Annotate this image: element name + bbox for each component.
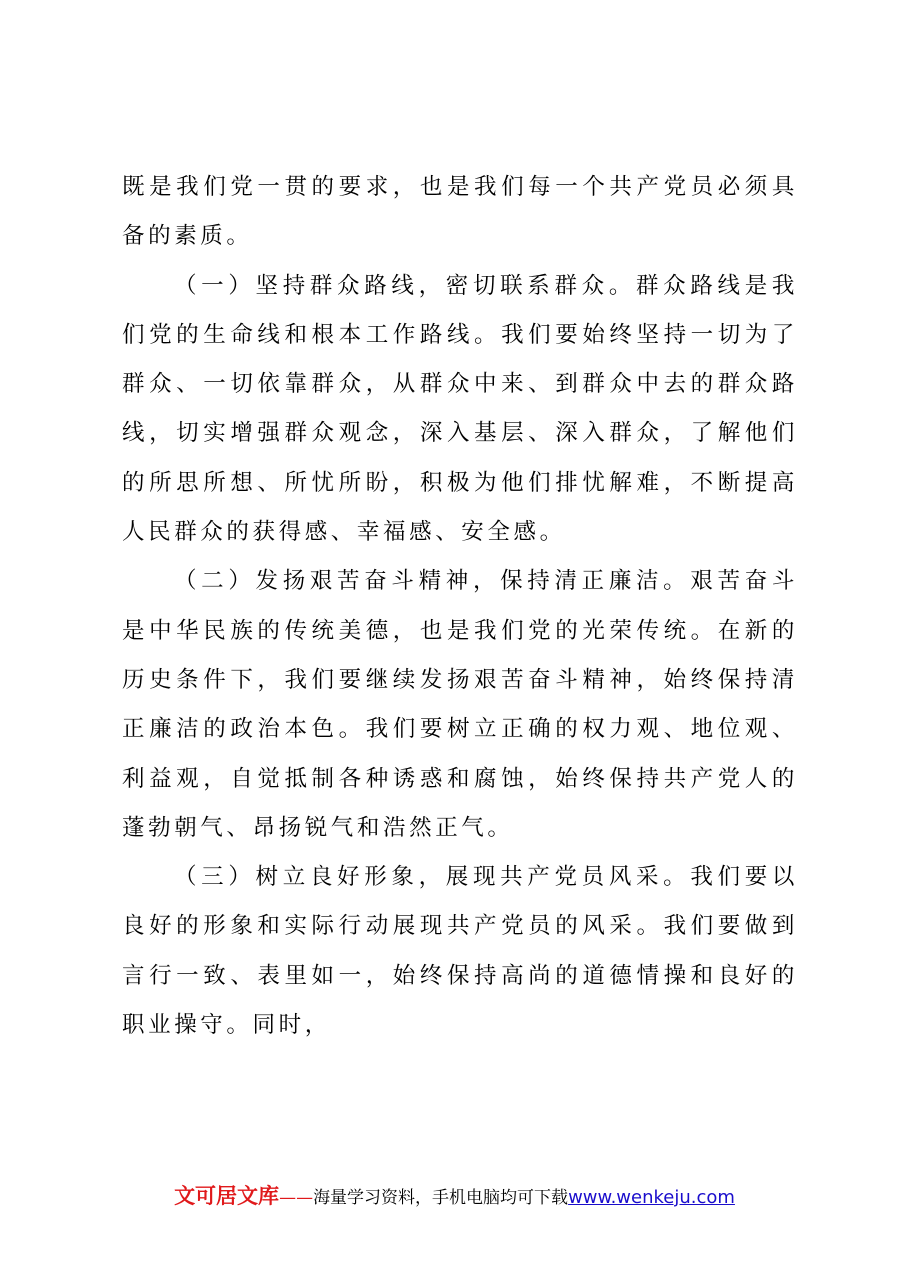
footer-link[interactable]: www.wenkeju.com bbox=[568, 1187, 735, 1208]
paragraph-continuation: 既是我们党一贯的要求，也是我们每一个共产党员必须具备的素质。 bbox=[122, 174, 798, 250]
document-body bbox=[122, 163, 798, 1050]
footer-brand: 文可居文库 bbox=[174, 1184, 280, 1208]
paragraph-section-2: （二）发扬艰苦奋斗精神，保持清正廉洁。艰苦奋斗是中华民族的传统美德，也是我们党的光荣传统。在新的历史条件下，我们要继续发扬艰苦奋斗精神，始终保持清正廉洁的政治本色。我们要树立正确的权力观、地位观、利益观，自觉抵制各种诱惑和腐蚀，始终保持共产党人的蓬勃朝气、昂扬锐气和浩然正气。 bbox=[122, 568, 798, 841]
paragraph-section-3: （三）树立良好形象，展现共产党员风采。我们要以良好的形象和实际行动展现共产党员的风采。我们要做到言行一致、表里如一，始终保持高尚的道德情操和良好的职业操守。同时， bbox=[122, 864, 798, 1039]
page-footer bbox=[0, 1183, 909, 1211]
footer-tagline: 海量学习资料，手机电脑均可下载 bbox=[313, 1188, 569, 1208]
paragraph-section-1: （一）坚持群众路线，密切联系群众。群众路线是我们党的生命线和根本工作路线。我们要始终坚持一切为了群众、一切依靠群众，从群众中来、到群众中去的群众路线，切实增强群众观念，深入基层、深入群众，了解他们的所思所想、所忧所盼，积极为他们排忧解难，不断提高人民群众的获得感、幸福感、安全感。 bbox=[122, 272, 798, 546]
footer-dash: —— bbox=[279, 1188, 314, 1208]
